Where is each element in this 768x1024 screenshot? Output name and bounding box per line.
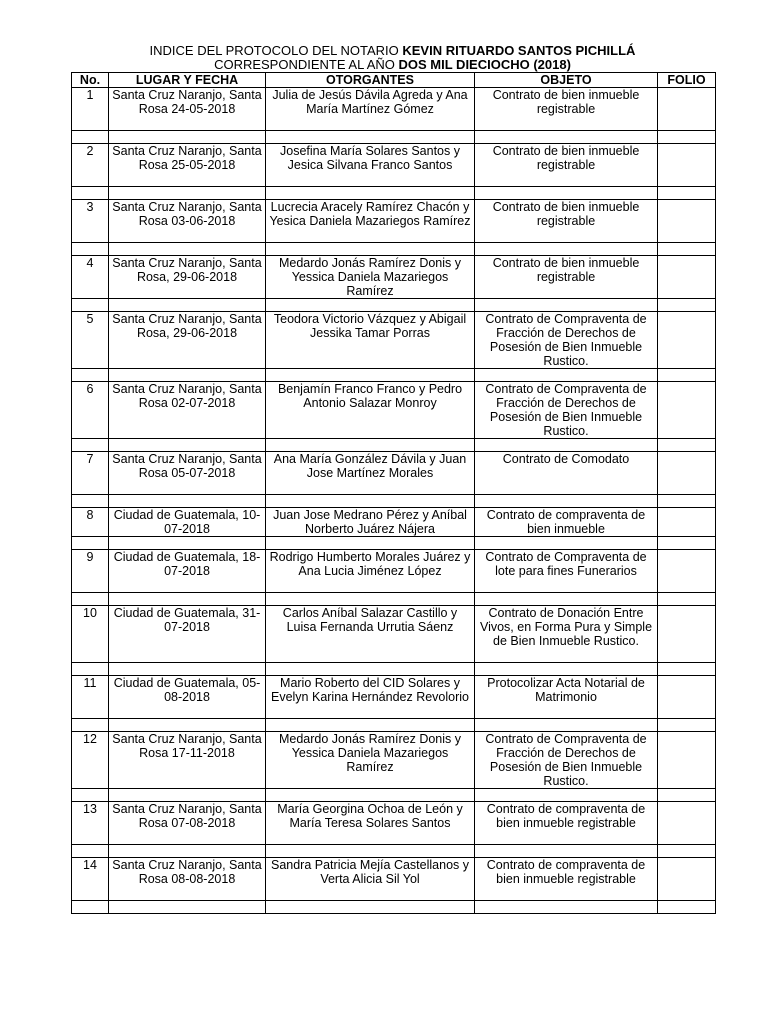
entry-objeto: Contrato de Compraventa de Fracción de Derechos de Posesión de Bien Inmueble Rustico.	[475, 732, 658, 789]
blank-cell	[475, 845, 658, 858]
blank-row	[72, 299, 716, 312]
entry-otorgantes: Medardo Jonás Ramírez Donis y Yessica Daniela Mazariegos Ramírez	[266, 732, 475, 789]
entry-lugar-fecha: Santa Cruz Naranjo, Santa Rosa 05-07-2018	[109, 452, 266, 495]
entry-folio	[658, 550, 716, 593]
entry-lugar-fecha: Santa Cruz Naranjo, Santa Rosa 08-08-2018	[109, 858, 266, 901]
blank-cell	[109, 369, 266, 382]
blank-cell	[658, 439, 716, 452]
entry-number: 9	[72, 550, 109, 593]
entry-number: 3	[72, 200, 109, 243]
blank-cell	[266, 299, 475, 312]
entry-number: 14	[72, 858, 109, 901]
blank-cell	[475, 537, 658, 550]
entry-folio	[658, 144, 716, 187]
blank-cell	[658, 299, 716, 312]
entry-folio	[658, 382, 716, 439]
blank-row	[72, 439, 716, 452]
blank-cell	[266, 243, 475, 256]
entry-number: 4	[72, 256, 109, 299]
blank-cell	[266, 369, 475, 382]
blank-row	[72, 719, 716, 732]
blank-cell	[475, 593, 658, 606]
table-row	[72, 676, 716, 719]
blank-cell	[658, 537, 716, 550]
entry-folio	[658, 312, 716, 369]
blank-cell	[109, 299, 266, 312]
table-row	[72, 144, 716, 187]
entry-otorgantes: Juan Jose Medrano Pérez y Aníbal Norberto Juárez Nájera	[266, 508, 475, 537]
blank-cell	[109, 537, 266, 550]
entry-objeto: Contrato de Compraventa de Fracción de Derechos de Posesión de Bien Inmueble Rustico.	[475, 312, 658, 369]
entry-objeto: Contrato de bien inmueble registrable	[475, 88, 658, 131]
table-header-row	[72, 73, 716, 88]
blank-cell	[72, 439, 109, 452]
blank-cell	[266, 845, 475, 858]
blank-cell	[266, 719, 475, 732]
entry-lugar-fecha: Ciudad de Guatemala, 18-07-2018	[109, 550, 266, 593]
blank-cell	[109, 187, 266, 200]
blank-cell	[72, 131, 109, 144]
blank-cell	[475, 131, 658, 144]
entry-lugar-fecha: Santa Cruz Naranjo, Santa Rosa 02-07-2018	[109, 382, 266, 439]
blank-cell	[658, 243, 716, 256]
entry-lugar-fecha: Santa Cruz Naranjo, Santa Rosa, 29-06-2018	[109, 312, 266, 369]
blank-cell	[72, 789, 109, 802]
protocol-year: DOS MIL DIECIOCHO (2018)	[398, 57, 571, 72]
blank-cell	[658, 369, 716, 382]
entry-number: 12	[72, 732, 109, 789]
blank-cell	[266, 663, 475, 676]
header-line-1-prefix: INDICE DEL PROTOCOLO DEL NOTARIO	[149, 43, 403, 58]
column-header-objeto: OBJETO	[475, 73, 658, 88]
table-body	[72, 88, 716, 914]
blank-cell	[658, 719, 716, 732]
entry-folio	[658, 508, 716, 537]
entry-objeto: Contrato de bien inmueble registrable	[475, 200, 658, 243]
entry-number: 13	[72, 802, 109, 845]
blank-cell	[266, 901, 475, 914]
column-header-no: No.	[72, 73, 109, 88]
table-row	[72, 508, 716, 537]
entry-otorgantes: Medardo Jonás Ramírez Donis y Yessica Daniela Mazariegos Ramírez	[266, 256, 475, 299]
blank-row	[72, 495, 716, 508]
entry-otorgantes: Mario Roberto del CID Solares y Evelyn Karina Hernández Revolorio	[266, 676, 475, 719]
blank-row	[72, 369, 716, 382]
table-row	[72, 312, 716, 369]
entry-folio	[658, 858, 716, 901]
blank-cell	[475, 901, 658, 914]
table-row	[72, 382, 716, 439]
column-header-folio: FOLIO	[658, 73, 716, 88]
blank-row	[72, 845, 716, 858]
notary-name: KEVIN RITUARDO SANTOS PICHILLÁ	[402, 43, 636, 58]
entry-folio	[658, 452, 716, 495]
protocol-index-table	[71, 72, 716, 914]
blank-row	[72, 901, 716, 914]
blank-cell	[109, 663, 266, 676]
entry-folio	[658, 732, 716, 789]
blank-cell	[658, 845, 716, 858]
blank-cell	[658, 187, 716, 200]
blank-cell	[475, 243, 658, 256]
entry-otorgantes: Sandra Patricia Mejía Castellanos y Verta Alicia Sil Yol	[266, 858, 475, 901]
blank-cell	[72, 719, 109, 732]
blank-cell	[109, 131, 266, 144]
blank-cell	[266, 187, 475, 200]
table-row	[72, 88, 716, 131]
blank-cell	[475, 439, 658, 452]
entry-number: 10	[72, 606, 109, 663]
header-line-2	[70, 58, 715, 72]
blank-cell	[475, 663, 658, 676]
blank-cell	[109, 243, 266, 256]
blank-cell	[475, 369, 658, 382]
entry-objeto: Contrato de bien inmueble registrable	[475, 144, 658, 187]
entry-objeto: Protocolizar Acta Notarial de Matrimonio	[475, 676, 658, 719]
entry-lugar-fecha: Santa Cruz Naranjo, Santa Rosa, 29-06-2018	[109, 256, 266, 299]
blank-cell	[658, 495, 716, 508]
blank-cell	[72, 663, 109, 676]
blank-cell	[109, 495, 266, 508]
blank-cell	[72, 187, 109, 200]
blank-cell	[475, 187, 658, 200]
entry-otorgantes: Lucrecia Aracely Ramírez Chacón y Yesica Daniela Mazariegos Ramírez	[266, 200, 475, 243]
blank-row	[72, 243, 716, 256]
entry-objeto: Contrato de Compraventa de Fracción de Derechos de Posesión de Bien Inmueble Rustico.	[475, 382, 658, 439]
blank-cell	[658, 663, 716, 676]
blank-row	[72, 187, 716, 200]
entry-number: 8	[72, 508, 109, 537]
blank-cell	[266, 593, 475, 606]
blank-cell	[266, 789, 475, 802]
entry-otorgantes: Josefina María Solares Santos y Jesica Silvana Franco Santos	[266, 144, 475, 187]
entry-number: 6	[72, 382, 109, 439]
entry-objeto: Contrato de bien inmueble registrable	[475, 256, 658, 299]
table-row	[72, 732, 716, 789]
entry-lugar-fecha: Ciudad de Guatemala, 05-08-2018	[109, 676, 266, 719]
entry-number: 1	[72, 88, 109, 131]
entry-lugar-fecha: Santa Cruz Naranjo, Santa Rosa 07-08-2018	[109, 802, 266, 845]
table-row	[72, 858, 716, 901]
entry-folio	[658, 676, 716, 719]
entry-objeto: Contrato de Comodato	[475, 452, 658, 495]
table-row	[72, 256, 716, 299]
blank-cell	[72, 845, 109, 858]
table-row	[72, 802, 716, 845]
entry-folio	[658, 88, 716, 131]
entry-lugar-fecha: Ciudad de Guatemala, 31-07-2018	[109, 606, 266, 663]
entry-lugar-fecha: Santa Cruz Naranjo, Santa Rosa 25-05-2018	[109, 144, 266, 187]
header-line-2-prefix: CORRESPONDIENTE AL AÑO	[214, 57, 399, 72]
entry-folio	[658, 200, 716, 243]
blank-row	[72, 663, 716, 676]
column-header-otorgantes: OTORGANTES	[266, 73, 475, 88]
entry-number: 7	[72, 452, 109, 495]
blank-cell	[475, 719, 658, 732]
blank-cell	[109, 439, 266, 452]
column-header-lugar-fecha: LUGAR Y FECHA	[109, 73, 266, 88]
table-row	[72, 606, 716, 663]
blank-cell	[266, 495, 475, 508]
entry-lugar-fecha: Santa Cruz Naranjo, Santa Rosa 03-06-2018	[109, 200, 266, 243]
entry-otorgantes: Ana María González Dávila y Juan Jose Martínez Morales	[266, 452, 475, 495]
blank-cell	[109, 719, 266, 732]
entry-otorgantes: Teodora Victorio Vázquez y Abigail Jessika Tamar Porras	[266, 312, 475, 369]
entry-objeto: Contrato de Compraventa de lote para fines Funerarios	[475, 550, 658, 593]
blank-cell	[266, 537, 475, 550]
entry-folio	[658, 802, 716, 845]
entry-number: 2	[72, 144, 109, 187]
document-header	[70, 44, 715, 72]
entry-otorgantes: María Georgina Ochoa de León y María Teresa Solares Santos	[266, 802, 475, 845]
blank-row	[72, 593, 716, 606]
entry-lugar-fecha: Santa Cruz Naranjo, Santa Rosa 24-05-2018	[109, 88, 266, 131]
blank-cell	[109, 593, 266, 606]
blank-cell	[658, 131, 716, 144]
blank-row	[72, 789, 716, 802]
entry-objeto: Contrato de compraventa de bien inmueble registrable	[475, 858, 658, 901]
blank-cell	[72, 243, 109, 256]
entry-otorgantes: Rodrigo Humberto Morales Juárez y Ana Lucia Jiménez López	[266, 550, 475, 593]
entry-objeto: Contrato de Donación Entre Vivos, en Forma Pura y Simple de Bien Inmueble Rustico.	[475, 606, 658, 663]
entry-number: 5	[72, 312, 109, 369]
entry-folio	[658, 606, 716, 663]
blank-cell	[72, 299, 109, 312]
blank-cell	[72, 901, 109, 914]
blank-row	[72, 131, 716, 144]
blank-cell	[475, 495, 658, 508]
blank-cell	[658, 789, 716, 802]
table-row	[72, 550, 716, 593]
blank-cell	[72, 593, 109, 606]
blank-cell	[109, 845, 266, 858]
blank-cell	[266, 131, 475, 144]
table-row	[72, 452, 716, 495]
entry-otorgantes: Benjamín Franco Franco y Pedro Antonio Salazar Monroy	[266, 382, 475, 439]
entry-objeto: Contrato de compraventa de bien inmueble	[475, 508, 658, 537]
blank-cell	[72, 495, 109, 508]
blank-cell	[109, 901, 266, 914]
blank-cell	[475, 299, 658, 312]
blank-cell	[475, 789, 658, 802]
blank-cell	[658, 593, 716, 606]
blank-cell	[109, 789, 266, 802]
entry-number: 11	[72, 676, 109, 719]
blank-cell	[72, 369, 109, 382]
blank-cell	[658, 901, 716, 914]
blank-cell	[72, 537, 109, 550]
entry-otorgantes: Carlos Aníbal Salazar Castillo y Luisa Fernanda Urrutia Sáenz	[266, 606, 475, 663]
blank-cell	[266, 439, 475, 452]
blank-row	[72, 537, 716, 550]
table-row	[72, 200, 716, 243]
entry-otorgantes: Julia de Jesús Dávila Agreda y Ana María Martínez Gómez	[266, 88, 475, 131]
entry-lugar-fecha: Ciudad de Guatemala, 10-07-2018	[109, 508, 266, 537]
entry-lugar-fecha: Santa Cruz Naranjo, Santa Rosa 17-11-2018	[109, 732, 266, 789]
entry-objeto: Contrato de compraventa de bien inmueble registrable	[475, 802, 658, 845]
header-line-1	[70, 44, 715, 58]
entry-folio	[658, 256, 716, 299]
